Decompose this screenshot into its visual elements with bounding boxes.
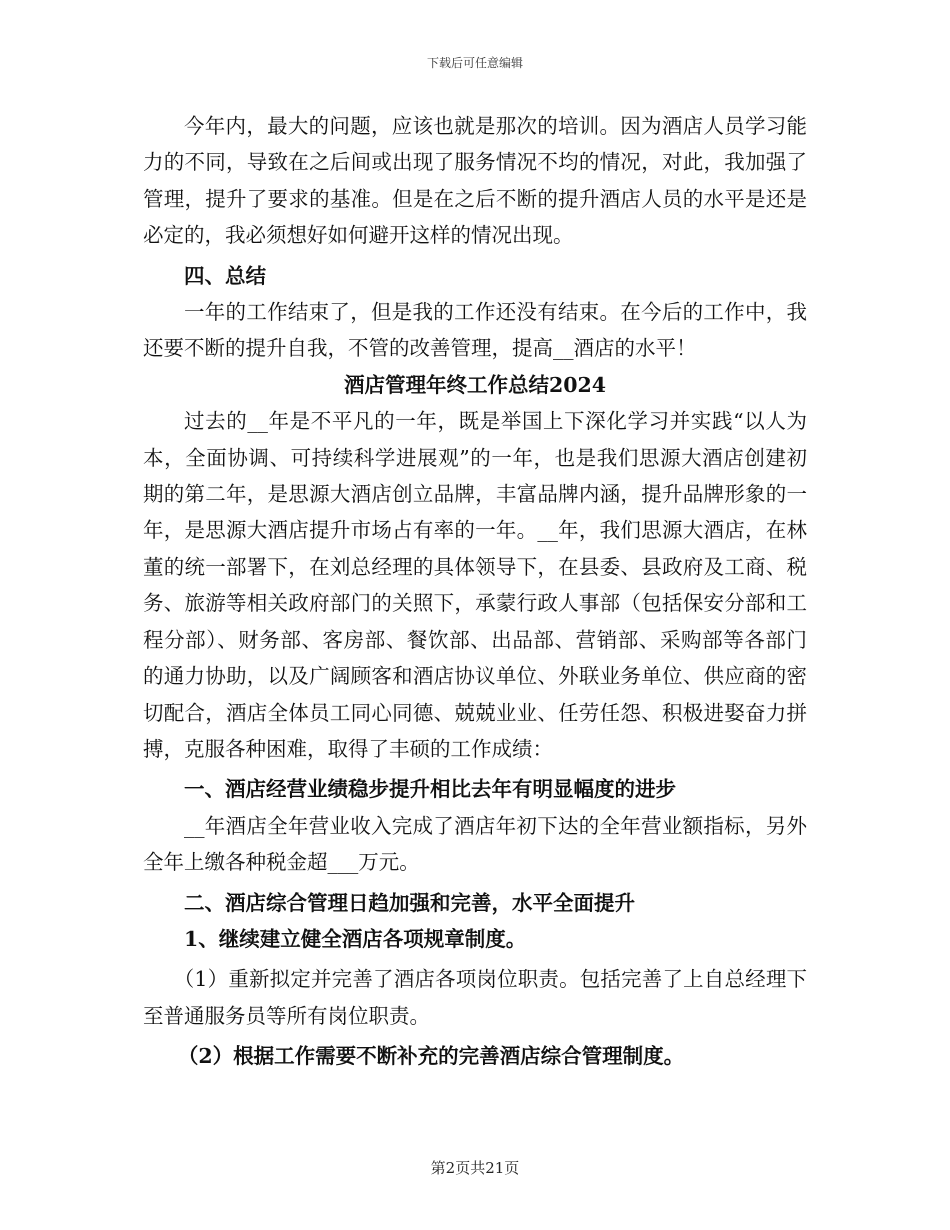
heading-summary: 四、总结 (184, 263, 266, 288)
document-body (143, 108, 807, 1075)
document-title: 酒店管理年终工作总结2024 (343, 372, 607, 397)
paragraph-intro: 过去的__年是不平凡的一年，既是举国上下深化学习并实践“以人为本，全面协调、可持续科学进展观”的一年，也是我们思源大酒店创建初期的第二年，是思源大酒店创立品牌，丰富品牌内涵，提升品牌形象的一年，是思源大酒店提升市场占有率的一年。__年，我们思源大酒店，在林董的统一部署下，在刘总经理的具体领导下，在县委、县政府及工商、税务、旅游等相关政府部门的关照下，承蒙行政人事部（包括保安分部和工程分部）、财务部、客房部、餐饮部、出品部、营销部、采购部等各部门的通力协助，以及广阔顾客和酒店协议单位、外联业务单位、供应商的密切配合，酒店全体员工同心同德、兢兢业业、任劳任怨、积极进娶奋力拼搏，克服各种困难，取得了丰硕的工作成绩： (143, 409, 807, 761)
heading-subsection-rules: 1、继续建立健全酒店各项规章制度。 (184, 926, 527, 951)
heading-section-one: 一、酒店经营业绩稳步提升相比去年有明显幅度的进步 (184, 777, 676, 802)
paragraph-training-issue: 今年内，最大的问题，应该也就是那次的培训。因为酒店人员学习能力的不同，导致在之后间或出现了服务情况不均的情况，对此，我加强了管理，提升了要求的基准。但是在之后不断的提升酒店人员的水平是还是必定的，我必须想好如何避开这样的情况出现。 (143, 114, 807, 248)
paragraph-job-duties: （1）重新拟定并完善了酒店各项岗位职责。包括完善了上自总经理下至普通服务员等所有岗位职责。 (143, 967, 807, 1028)
paragraph-summary: 一年的工作结束了，但是我的工作还没有结束。在今后的工作中，我还要不断的提升自我，不管的改善管理，提高__酒店的水平！ (143, 300, 807, 361)
paragraph-revenue: __年酒店全年营业收入完成了酒店年初下达的全年营业额指标，另外全年上缴各种税金超___万元。 (143, 813, 807, 875)
page-header: 下载后可任意编辑 (426, 56, 523, 70)
heading-management-system: （2）根据工作需要不断补充的完善酒店综合管理制度。 (177, 1044, 685, 1069)
heading-section-two: 二、酒店综合管理日趋加强和完善，水平全面提升 (184, 890, 635, 915)
page-number: 第2页共21页 (430, 1159, 520, 1177)
